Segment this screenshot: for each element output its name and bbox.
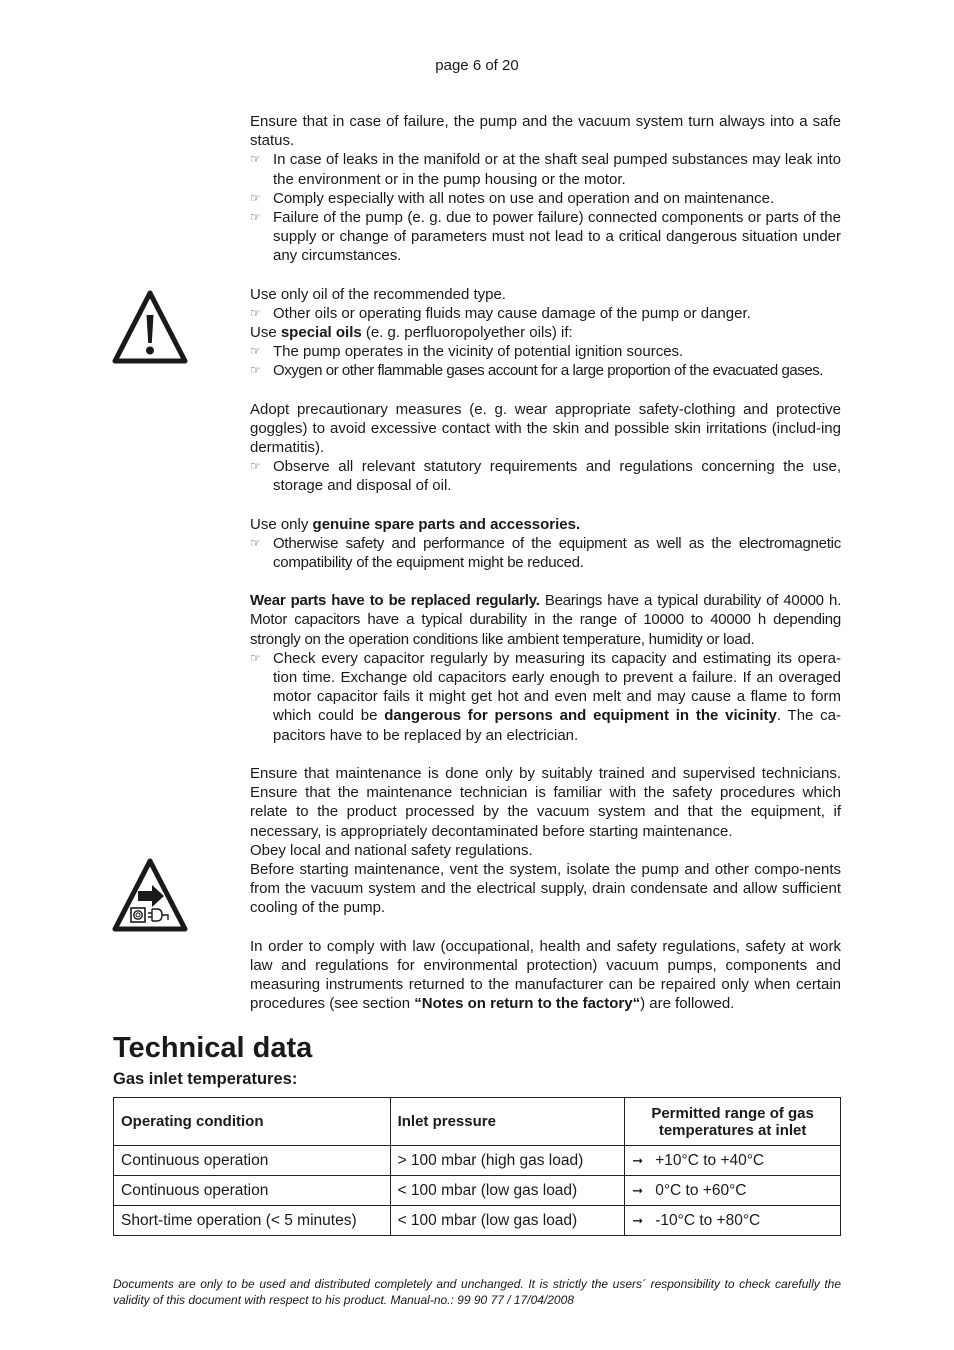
- bullet-capacitor: ☞ Check every capacitor regularly by measuring its capacity and estimating its opera-tion time. Exchange old capacitors early enough to prevent a failure. If an overaged motor capacitor fails it might get hot and even melt and may cause a flame to form which could be dangerous for persons and equipment in the vicinity. The ca-pacitors have to be replaced by an electrician.: [250, 649, 841, 745]
- cell-pressure: < 100 mbar (low gas load): [390, 1176, 625, 1206]
- special-oils-text: Use special oils (e. g. perfluoropolyether oils) if:: [250, 324, 573, 342]
- header-inlet-pressure: Inlet pressure: [390, 1098, 625, 1146]
- disconnect-power-icon: [112, 857, 188, 933]
- bullet-other-oils: ☞ Other oils or operating fluids may cause damage of the pump or danger.: [250, 304, 841, 323]
- table-row: [114, 1146, 841, 1176]
- cell-pressure: < 100 mbar (low gas load): [390, 1206, 625, 1236]
- bullet-power-failure: ☞ Failure of the pump (e. g. due to power failure) connected components or parts of the supply or change of parameters must not lead to a critical dangerous situation under any circumstances.: [250, 208, 841, 266]
- before-maintenance-text: Before starting maintenance, vent the system, isolate the pump and other compo-nents from the vacuum system and the electrical supply, drain condensate and allow sufficient cooling of the pump.: [250, 860, 841, 917]
- regulations-text: Obey local and national safety regulations.: [250, 841, 533, 859]
- bullet-oxygen: ☞ Oxygen or other flammable gases account for a large proportion of the evacuated gases.: [250, 361, 841, 380]
- cell-pressure: > 100 mbar (high gas load): [390, 1146, 625, 1176]
- failure-intro: Ensure that in case of failure, the pump and the vacuum system turn always into a safe status.: [250, 113, 841, 150]
- cell-condition: Continuous operation: [114, 1146, 391, 1176]
- wear-parts-text: Wear parts have to be replaced regularly. Bearings have a typical durability of 40000 h. Motor capacitors have a typical durability in the range of 10000 to 40000 h depending strongly on the operation conditions like ambient temperature, humidity or load.: [250, 592, 841, 648]
- header-operating-condition: Operating condition: [114, 1098, 391, 1146]
- arrow-icon: ➞: [632, 1152, 644, 1168]
- warning-triangle-icon: [112, 289, 188, 365]
- cell-temperature: ➞ 0°C to +60°C: [625, 1176, 841, 1206]
- maintenance-text: Ensure that maintenance is done only by suitably trained and supervised technicians. Ensure that the maintenance technician is familiar with the safety procedures which relate to the product processed by the vacuum system and that the equipment, if necessary, is appropriately decontaminated before starting maintenance.: [250, 764, 841, 840]
- footer-disclaimer: Documents are only to be used and distributed completely and unchanged. It is strictly the users´ responsibility to check carefully the validity of this document with respect to his product. Manual-no.: 99 90 77 / 17/04/2008: [113, 1277, 841, 1307]
- header-temperature-range: Permitted range of gas temperatures at inlet: [625, 1098, 841, 1146]
- gas-temperature-table: [113, 1097, 841, 1236]
- bullet-leaks: ☞ In case of leaks in the manifold or at the shaft seal pumped substances may leak into the environment or in the pump housing or the motor.: [250, 150, 841, 188]
- table-header-row: [114, 1098, 841, 1146]
- oil-type-text: Use only oil of the recommended type.: [250, 285, 506, 303]
- spare-parts-text: Use only genuine spare parts and accessories.: [250, 515, 581, 533]
- cell-temperature: ➞ +10°C to +40°C: [625, 1146, 841, 1176]
- return-text: In order to comply with law (occupational, health and safety regulations, safety at work law and regulations for environmental protection) vacuum pumps, components and measuring instruments returned to the manufacturer can be repaired only when certain procedures (see section “Notes on return to the factory“) are followed.: [250, 937, 841, 1013]
- section-subtitle: Gas inlet temperatures:: [113, 1070, 298, 1088]
- section-title: Technical data: [113, 1032, 313, 1064]
- arrow-icon: ➞: [632, 1182, 644, 1198]
- precaution-text: Adopt precautionary measures (e. g. wear appropriate safety-clothing and protective goggles) to avoid excessive contact with the skin and possible skin irritations (includ-ing dermatitis).: [250, 400, 841, 457]
- bullet-statutory: ☞ Observe all relevant statutory requirements and regulations concerning the use, storage and disposal of oil.: [250, 457, 841, 495]
- cell-condition: Continuous operation: [114, 1176, 391, 1206]
- bullet-comply: ☞ Comply especially with all notes on use and operation and on maintenance.: [250, 189, 841, 208]
- table-row: [114, 1206, 841, 1236]
- bullet-emc: ☞ Otherwise safety and performance of the equipment as well as the electromagnetic compatibility of the equipment might be reduced.: [250, 534, 841, 572]
- page-number: page 6 of 20: [435, 57, 519, 74]
- main-text: [250, 112, 841, 1013]
- cell-temperature: ➞ -10°C to +80°C: [625, 1206, 841, 1236]
- arrow-icon: ➞: [632, 1212, 644, 1228]
- bullet-ignition: ☞ The pump operates in the vicinity of potential ignition sources.: [250, 342, 841, 361]
- table-row: [114, 1176, 841, 1206]
- cell-condition: Short-time operation (< 5 minutes): [114, 1206, 391, 1236]
